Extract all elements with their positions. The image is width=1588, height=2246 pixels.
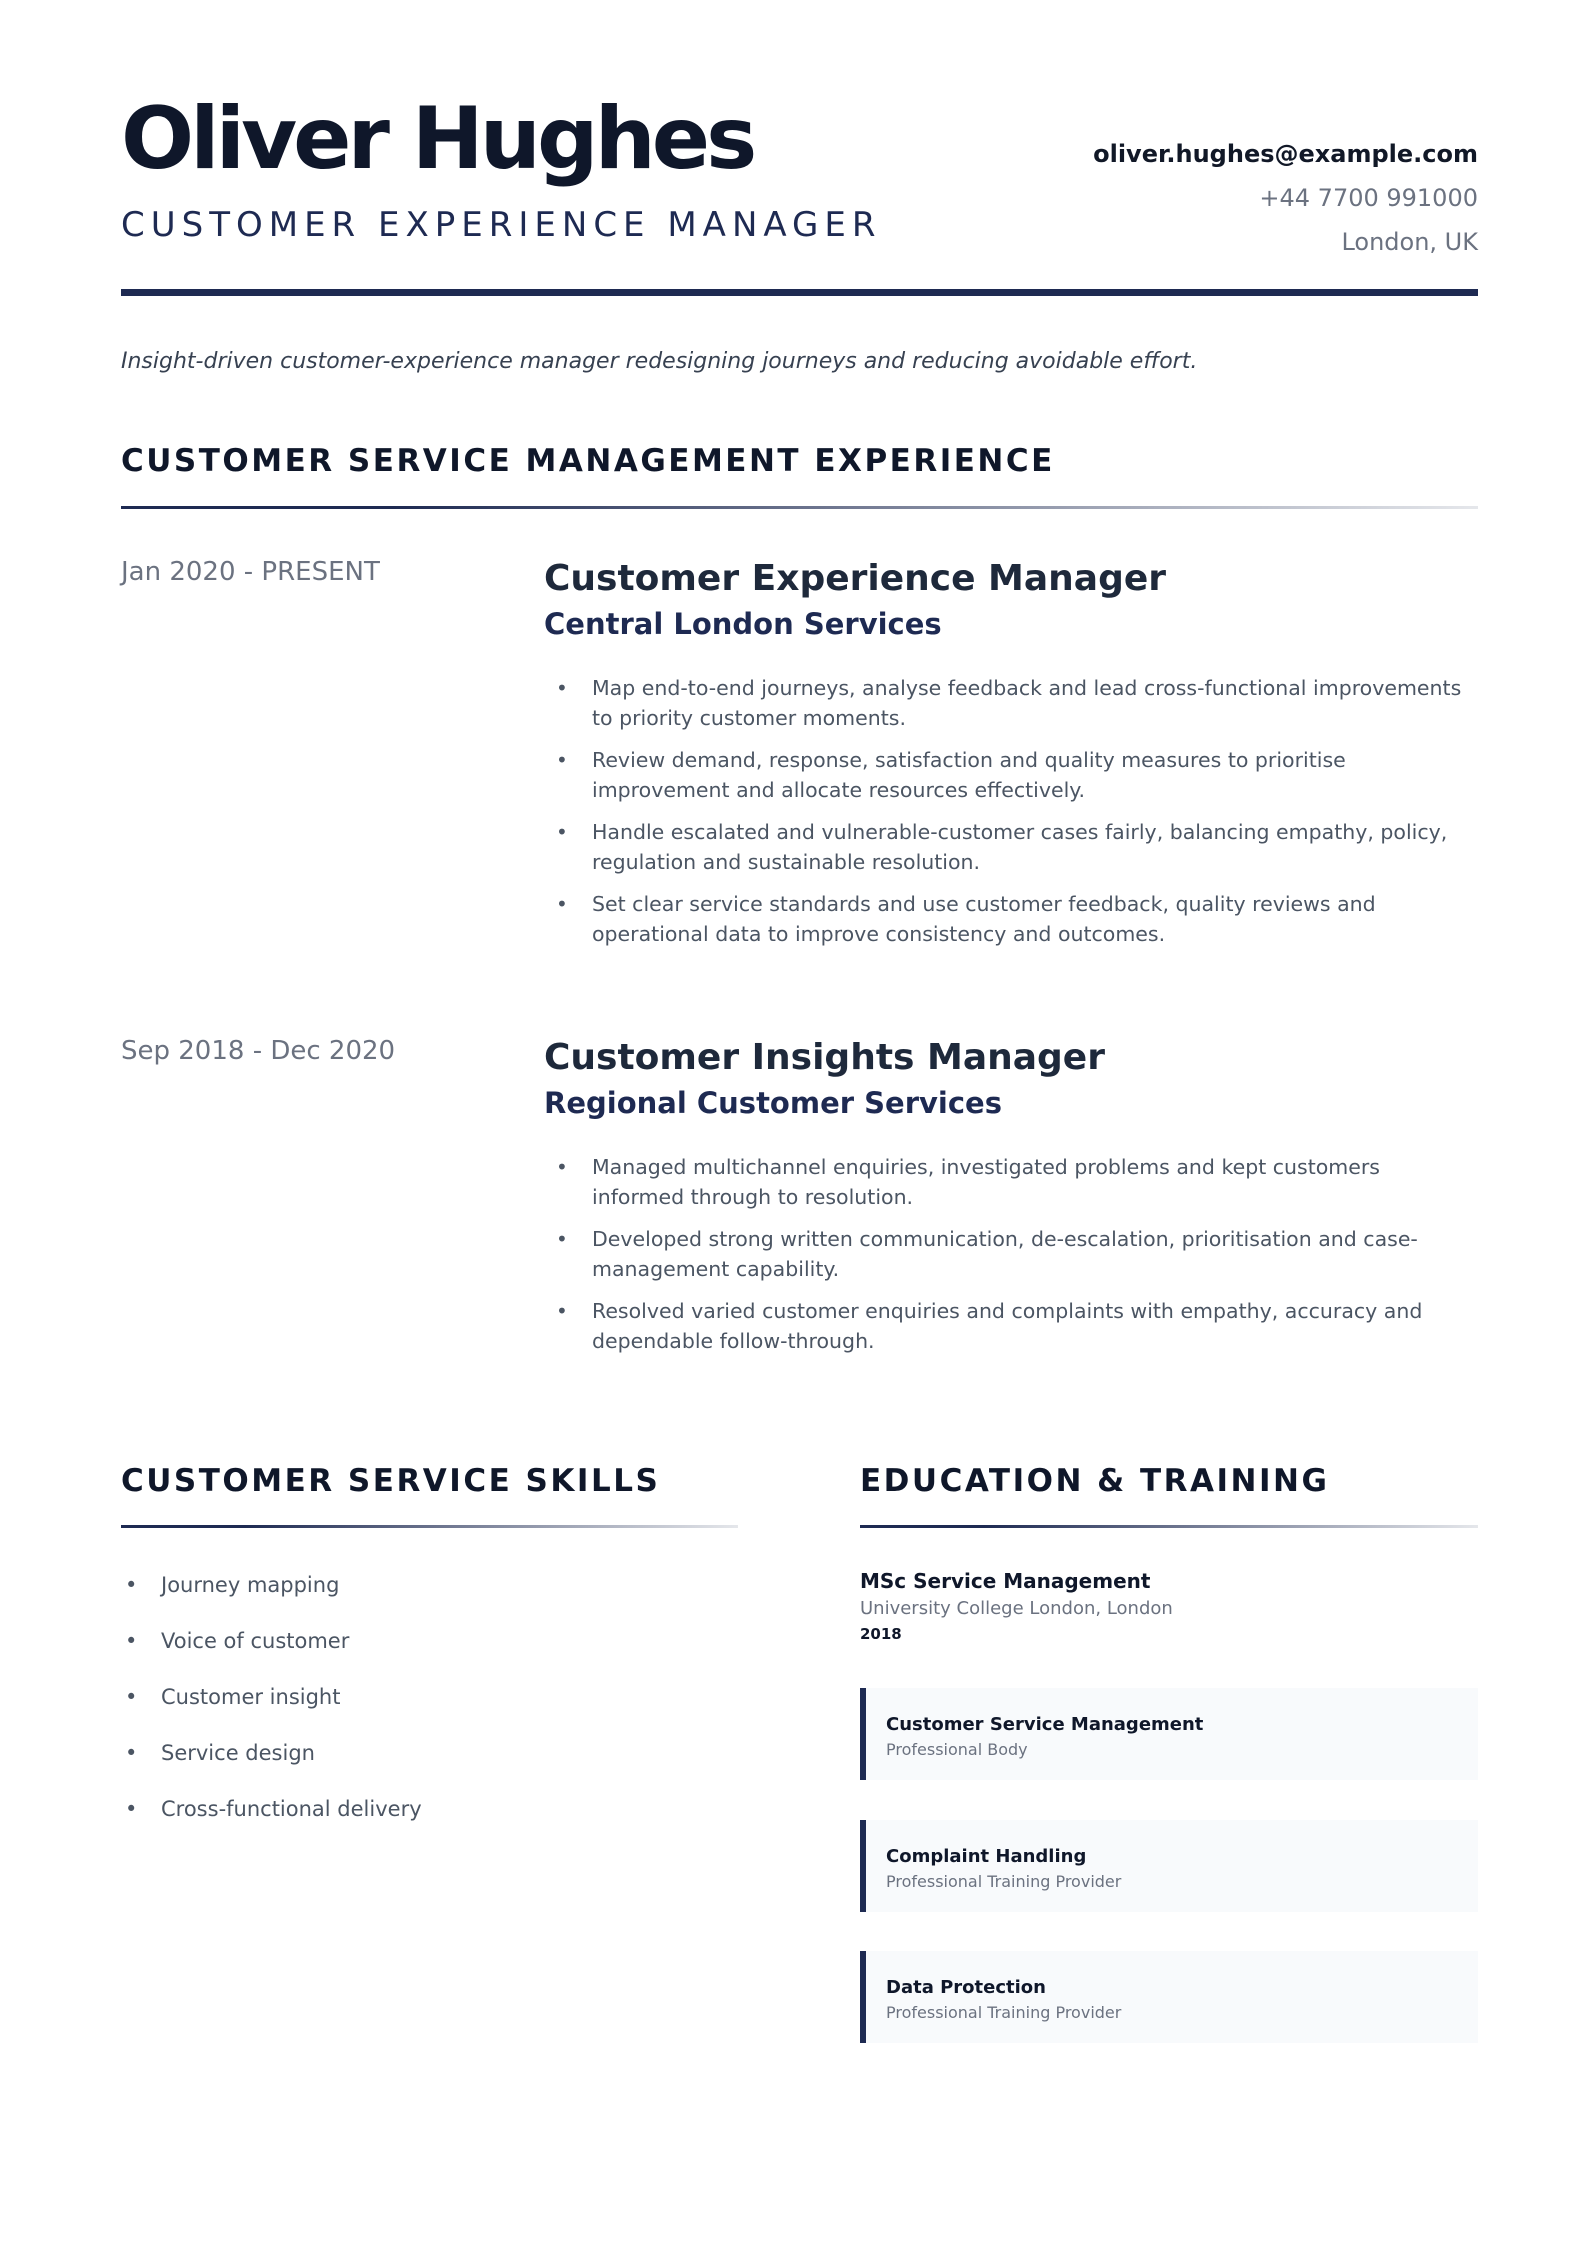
- job-bullets: [544, 673, 1478, 949]
- skill-item: • Customer insight: [121, 1682, 738, 1738]
- certification-card: [860, 1688, 1478, 1780]
- skill-item: • Cross-functional delivery: [121, 1794, 738, 1850]
- certification-name: Complaint Handling: [886, 1846, 1087, 1867]
- education-degree: MSc Service Management: [860, 1569, 1151, 1593]
- education-year: 2018: [860, 1625, 902, 1643]
- education-entry: [860, 1567, 1478, 1645]
- job-company: Central London Services: [544, 607, 942, 641]
- skills-divider: [121, 1525, 738, 1528]
- candidate-name: Oliver Hughes: [121, 89, 754, 189]
- job-title: Customer Experience Manager: [544, 558, 1167, 599]
- skill-item: • Voice of customer: [121, 1626, 738, 1682]
- contact-block: [1093, 132, 1478, 264]
- job-bullet: • Resolved varied customer enquiries and complaints with empathy, accuracy and dependable follow-through.: [544, 1296, 1478, 1356]
- job-company: Regional Customer Services: [544, 1086, 1002, 1120]
- certification-issuer: Professional Training Provider: [886, 2003, 1122, 2022]
- certification-card: [860, 1820, 1478, 1912]
- education-school: University College London, London: [860, 1598, 1173, 1619]
- job-bullets: [544, 1152, 1478, 1356]
- education-heading: EDUCATION & TRAINING: [860, 1463, 1330, 1499]
- certification-issuer: Professional Body: [886, 1740, 1028, 1759]
- experience-divider: [121, 506, 1478, 509]
- skill-item: • Journey mapping: [121, 1570, 738, 1626]
- job-bullet: • Review demand, response, satisfaction and quality measures to prioritise improvement and allocate resources effectively.: [544, 745, 1478, 805]
- skills-list: [121, 1570, 738, 1850]
- resume-page: [121, 0, 1478, 2246]
- job-title: Customer Insights Manager: [544, 1037, 1105, 1078]
- certification-issuer: Professional Training Provider: [886, 1872, 1122, 1891]
- job-dates: Jan 2020 - PRESENT: [121, 557, 380, 587]
- skills-heading: CUSTOMER SERVICE SKILLS: [121, 1463, 661, 1499]
- profile-summary: Insight-driven customer-experience manager redesigning journeys and reducing avoidable effort.: [121, 349, 1198, 374]
- header-divider: [121, 289, 1478, 296]
- certification-name: Data Protection: [886, 1977, 1046, 1998]
- candidate-title: CUSTOMER EXPERIENCE MANAGER: [121, 205, 882, 245]
- job-dates: Sep 2018 - Dec 2020: [121, 1036, 396, 1066]
- contact-location: London, UK: [1341, 228, 1478, 256]
- contact-email: oliver.hughes@example.com: [1093, 140, 1478, 168]
- job-bullet: • Set clear service standards and use customer feedback, quality reviews and operational data to improve consistency and outcomes.: [544, 889, 1478, 949]
- job-bullet: • Map end-to-end journeys, analyse feedback and lead cross-functional improvements to priority customer moments.: [544, 673, 1478, 733]
- certification-name: Customer Service Management: [886, 1714, 1204, 1735]
- job-bullet: • Managed multichannel enquiries, investigated problems and kept customers informed through to resolution.: [544, 1152, 1478, 1212]
- education-divider: [860, 1525, 1478, 1528]
- experience-heading: CUSTOMER SERVICE MANAGEMENT EXPERIENCE: [121, 443, 1055, 479]
- job-details: [544, 1036, 1478, 1368]
- job-details: [544, 557, 1478, 961]
- job-bullet: • Handle escalated and vulnerable-customer cases fairly, balancing empathy, policy, regulation and sustainable resolution.: [544, 817, 1478, 877]
- skill-item: • Service design: [121, 1738, 738, 1794]
- certification-card: [860, 1951, 1478, 2043]
- job-bullet: • Developed strong written communication, de-escalation, prioritisation and case-management capability.: [544, 1224, 1478, 1284]
- resume-header: [121, 90, 1478, 295]
- contact-phone: +44 7700 991000: [1259, 184, 1478, 212]
